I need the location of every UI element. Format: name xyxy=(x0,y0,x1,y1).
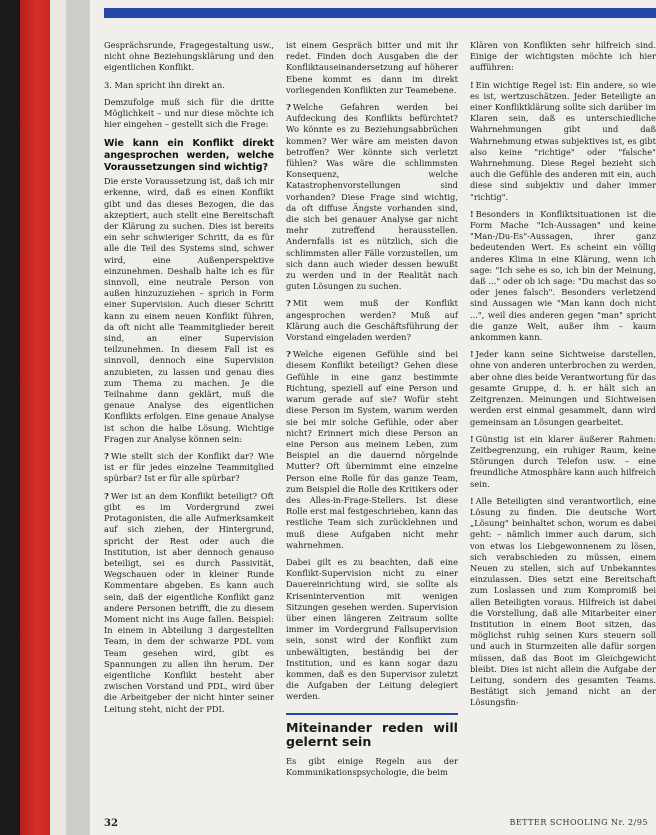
question-mark-icon: ? xyxy=(104,490,109,501)
question-item: ? Wie stellt sich der Konflikt dar? Wie ist er für jedes einzelne Teammitglied spürbar? Ist er für alle spürbar? xyxy=(104,451,274,484)
exclamation-icon: ! xyxy=(470,79,474,90)
question-item: ? Welche Gefahren werden bei Aufdeckung des Konflikts befürchtet? Wo könnte es zu Beziehungsabbrüchen kommen? Wer wäre am meisten davon betroffen? Wer könnte sich verletzt fühlen? Was wäre die schlimmsten Konsequenz, welche Katastrophenvorstellungen sind vorhanden? Diese Frage sind wichtig, da oft diffuse Ängste vorhanden sind, die sich bei genauer Analyse gar nicht mehr zutreffend herausstellen. Andernfalls ist es nützlich, sich die schlimmsten aller Fälle vorzustellen, um sich dann auch wieder dessen bewußt zu werden und in der Realität nach guten Lösungen zu suchen. xyxy=(286,102,458,292)
question-item: ? Mit wem muß der Konflikt angesprochen werden? Muß auf Klärung auch die Geschäftsführung der Vorstand eingeladen werden? xyxy=(286,298,458,343)
rule-item: ! Jeder kann seine Sichtweise darstellen, ohne von anderen unterbrochen zu werden, aber ohne dies beide Verantwortung für das gesamte Gruppe, d. h. er hält sich an Zeitgrenzen. Meinungen und Sichtweisen werden erst einmal gesammelt, dann wird gemeinsam an Lösungen gearbeitet. xyxy=(470,349,656,427)
question-mark-icon: ? xyxy=(286,349,291,360)
left-page-edge xyxy=(50,0,66,835)
rule-item: ! Ein wichtige Regel ist: Ein andere, so wie es ist, wertzuschätzen. Jeder Beteiligte an einer Konfliktklärung sollte sich darüber im Klaren sein, daß es unterschiedliche Wahrnehmungen gibt und daß Wahrnehmung etwas subjektives ist, es gibt also keine "richtige" oder "falsche" Wahrnehmung. Diese Regel bezieht sich auch die Gefühle des anderen mit ein, auch diese sind subjektiv und daher immer "richtig". xyxy=(470,79,656,202)
column-1 xyxy=(104,40,274,721)
paragraph: Dabei gilt es zu beachten, daß eine Konflikt-Supervision nicht zu einer Dauereinrichtung wird, sie sollte als Krisenintervention mit wenigen Sitzungen gesehen werden. Supervision über einen längeren Zeitraum sollte immer im Vordergrund Fallsupervision sein, sonst wird der Konflikt zum unbewältigten, beständig bei der Institution, und es kann sogar dazu kommen, daß es den Supervisor zuletzt die Aufgaben der Leitung delegiert werden. xyxy=(286,556,458,702)
header-rule xyxy=(104,8,656,18)
exclamation-icon: ! xyxy=(470,208,474,219)
rule-item: ! Alle Beteiligten sind verantwortlich, eine Lösung zu finden. Die deutsche Wort „Lösung" beinhaltet schon, worum es dabei geht: – nämlich immer auch darum, sich von etwas los Liebgewonnenem zu lösen, sich verabschieden zu müssen, einem Neuen zu stellen, sich auf Unbekanntes einzulassen. Dies setzt eine Bereitschaft zum Loslassen und zum Kompromiß bei allen Beteiligten voraus. Hilfreich ist dabei die Vorstellung, daß alle Mitarbeiter einer Institution in einem Boot sitzen, das möglichst ruhig seinen Kurs steuern soll und auch in Sturmzeiten alle dafür sorgen müssen, daß das Boot im Gleichgewicht bleibt. Dies ist nicht allein die Aufgabe der Leitung, sondern des gesamten Teams. Bestätigt sich jemand nicht an der Lösungsfin- xyxy=(470,495,656,708)
column-2 xyxy=(286,40,458,784)
paragraph: ist einem Gespräch bitter und mit ihr redet. Finden doch Ausgaben die der Konfliktauseinandersetzung auf höherer Ebene kommt es dann im direkt vorliegenden Konflikten zur Teamebene. xyxy=(286,40,458,95)
exclamation-icon: ! xyxy=(470,433,474,444)
page-gutter xyxy=(66,0,90,835)
rule-item: ! Besonders in Konfliktsituationen ist die Form Mache "Ich-Aussagen" und keine "Man-/Du-Es"-Aussagen, ihrer ganz bedeutenden Wert. Es scheint ein völlig anderes Klima in eine Klärung, wenn ich sage: "Ich sehe es so, ich bin der Meinung, daß ..." oder ob ich sage: "Du machst das so oder jenes falsch". Besonders verletzend sind Aussagen wie "Man kann doch nicht ...", weil dies anderen gegen "man" spricht die ganze Welt, außer ihm – kaum ankommen kann. xyxy=(470,208,656,343)
exclamation-icon: ! xyxy=(470,495,474,506)
question-mark-icon: ? xyxy=(104,451,109,462)
subheading: Wie kann ein Konflikt direkt angesprochen werden, welche Voraussetzungen sind wichtig? xyxy=(104,138,274,173)
rule-item: ! Günstig ist ein klarer äußerer Rahmen: Zeitbegrenzung, ein ruhiger Raum, keine Störungen durch Telefon usw. – eine freundliche Atmosphäre kann auch hilfreich sein. xyxy=(470,433,656,489)
section-title: Miteinander reden will gelernt sein xyxy=(286,713,458,750)
document-page xyxy=(90,0,656,835)
red-binding-stripe xyxy=(20,0,50,835)
question-mark-icon: ? xyxy=(286,298,291,309)
page-number: 32 xyxy=(104,818,118,829)
column-3 xyxy=(470,40,656,715)
question-item: ? Wer ist an dem Konflikt beteiligt? Oft gibt es im Vordergrund zwei Protagonisten, die alle Aufmerksamkeit auf sich ziehen, der Hintergrund, spricht der Rest oder auch die Institution, ist aber dennoch genauso beteiligt, sei es durch Passivität, Wegschauen oder in kleiner Runde Kommentare abgeben. Es kann auch sein, daß der eigentliche Konflikt ganz andere Personen betrifft, die zu diesem Moment nicht ins Auge fallen. Beispiel: In einem in Abteilung 3 dargestellten Team, in dem der schwarze PDL vom Team gesehen wird, gibt es Spannungen zu allen ihn herum. Der eigentliche Konflikt besteht aber zwischen Vorstand und PDL, wird über die Arbeitgeber der nicht hinter seiner Leitung steht, nicht der PDL xyxy=(104,490,274,714)
exclamation-icon: ! xyxy=(470,349,474,360)
paragraph: Gesprächsrunde, Fragegestaltung usw., nicht ohne Beziehungsklärung und den eigentlichen Konflikt. xyxy=(104,40,274,73)
paragraph: Demzufolge muß sich für die dritte Möglichkeit – und nur diese möchte ich hier eingehen – gestellt sich die Frage: xyxy=(104,96,274,130)
binding-edge-dark xyxy=(0,0,20,835)
paragraph: Klären von Konflikten sehr hilfreich sind. Einige der wichtigsten möchte ich hier aufführen: xyxy=(470,40,656,73)
question-mark-icon: ? xyxy=(286,102,291,113)
footer-magazine: BETTER SCHOOLING Nr. 2/95 xyxy=(509,818,648,827)
question-item: ? Welche eigenen Gefühle sind bei diesem Konflikt beteiligt? Gehen diese Gefühle in eine ganz bestimmte Richtung, speziell auf eine Person und warum gerade auf sie? Wofür steht diese Person im System, warum werden sie bei mir solche Gefühle, oder aber nicht? Erinnert mich diese Person an eine Person aus meinem Leben, zum Beispiel an die dauernd nörgelnde Mutter? Oft übernimmt eine einzelne Person eine Rolle für das ganze Team, zum Beispiel die Rolle des Kritikers oder des Alles-in-Frage-Stellers. Ist diese Rolle erst mal festgeschrieben, kann das restliche Team sich zurücklehnen und muß diese Aufgaben nicht mehr wahrnehmen. xyxy=(286,349,458,550)
paragraph: Die erste Voraussetzung ist, daß ich mir erkenne, wird, daß es einen Konflikt gibt und das dieses Bezogen, die das akzeptiert, auch stellt eine Bereitschaft der Klärung zu suchen. Dies ist bereits ein sehr schwieriger Schritt, da es für alle die Teil des Systems sind, schwer wird, eine Außenperspektive einzunehmen. Deshalb halte ich es für sinnvoll, eine neutrale Person von außen hinzuzuziehen – sprich in Form einer Supervision. Auch dieser Schritt kann zu einem neuen Konflikt führen, da oft nicht alle Teammitglieder bereit sind, an einer Supervision teilzunehmen. In diesem Fall ist es sinnvoll, dennoch eine Supervision anzubieten, zu lassen und genau dies zum Thema zu machen. Je die Teilnahme dann geklärt, muß die genaue Analyse des eigentlichen Konflikts erfolgen. Eine genaue Analyse ist schon die halbe Lösung. Wichtige Fragen zur Analyse können sein: xyxy=(104,176,274,444)
paragraph: Es gibt einige Regeln aus der Kommunikationspsychologie, die beim xyxy=(286,755,458,777)
list-item: 3. Man spricht ihn direkt an. xyxy=(104,79,225,90)
